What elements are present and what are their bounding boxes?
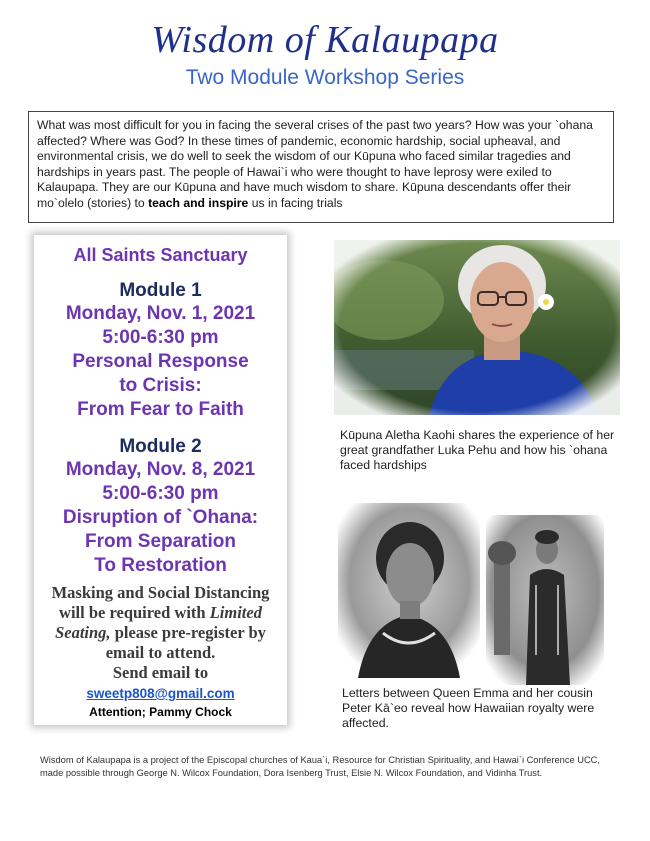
notice-italic-text: Limited Seating, <box>55 603 262 642</box>
module-title-line: Personal Response <box>72 351 249 372</box>
intro-bold-text: teach and inspire <box>148 195 249 210</box>
schedule-card <box>34 235 287 725</box>
intro-text: What was most difficult for you in facing the several crises of the past two years? How was your `ohana affected? Where was God? In these times of pandemic, economic hardship, social upheaval, and environmental crisis, we do well to seek the wisdom of our Kūpuna who faced similar tragedies and hardships in years past. The people of Hawai`i who were thought to have leprosy were exiled to Kalaupapa. They are our Kūpuna and have much wisdom to share. Kūpuna descendants offer their mo`olelo (stories) to <box>37 118 593 210</box>
module-title-line: From Fear to Faith <box>77 399 244 420</box>
queen-emma-image <box>338 503 480 678</box>
module-title-line: to Crisis: <box>119 375 202 396</box>
notice-send-text: Send email to <box>112 663 209 682</box>
page-subtitle: Two Module Workshop Series <box>185 66 465 89</box>
module-2 <box>34 436 287 578</box>
module-title-line: Disruption of `Ohana: <box>62 507 259 528</box>
intro-text-end: us in facing trials <box>251 195 343 210</box>
module-date: Monday, Nov. 8, 2021 <box>65 459 256 480</box>
kupuna-photo-image <box>334 240 620 415</box>
email-link[interactable]: sweetp808@gmail.com <box>86 686 235 701</box>
notice-text: please pre-register by email to attend. <box>105 623 266 662</box>
photo-caption-letters: Letters between Queen Emma and her cousin Peter Kā`eo reveal how Hawaiian royalty were affected. <box>342 686 595 730</box>
module-time: 5:00-6:30 pm <box>102 483 219 504</box>
intro-box <box>28 111 614 223</box>
module-title-line: From Separation <box>85 531 236 552</box>
photo-caption-kupuna: Kūpuna Aletha Kaohi shares the experience of her great grandfather Luka Pehu and how his `ohana faced hardships <box>340 428 615 472</box>
queen-emma-photo <box>338 503 480 678</box>
page-title: Wisdom of Kalaupapa <box>151 19 499 61</box>
venue-name: All Saints Sanctuary <box>73 245 248 265</box>
peter-kaeo-image <box>486 515 604 685</box>
module-label: Module 1 <box>119 280 202 301</box>
module-title-line: To Restoration <box>94 555 227 576</box>
module-1 <box>34 280 287 422</box>
attention-line: Attention; Pammy Chock <box>89 705 232 719</box>
kupuna-photo <box>334 240 620 415</box>
footer-credits: Wisdom of Kalaupapa is a project of the Episcopal churches of Kaua`i, Resource for Christian Spirituality, and Hawai`i Conference UCC, made possible through George N. Wilcox Foundation, Dora Isenberg Trust, Elsie N. Wilcox Foundation, and Vidinha Trust. <box>40 755 600 778</box>
notice-text: Masking and Social Distancing will be required with <box>51 583 270 622</box>
module-date: Monday, Nov. 1, 2021 <box>65 303 256 324</box>
module-label: Module 2 <box>119 436 202 457</box>
peter-kaeo-photo <box>486 515 604 685</box>
registration-notice <box>42 583 279 683</box>
module-time: 5:00-6:30 pm <box>102 327 219 348</box>
